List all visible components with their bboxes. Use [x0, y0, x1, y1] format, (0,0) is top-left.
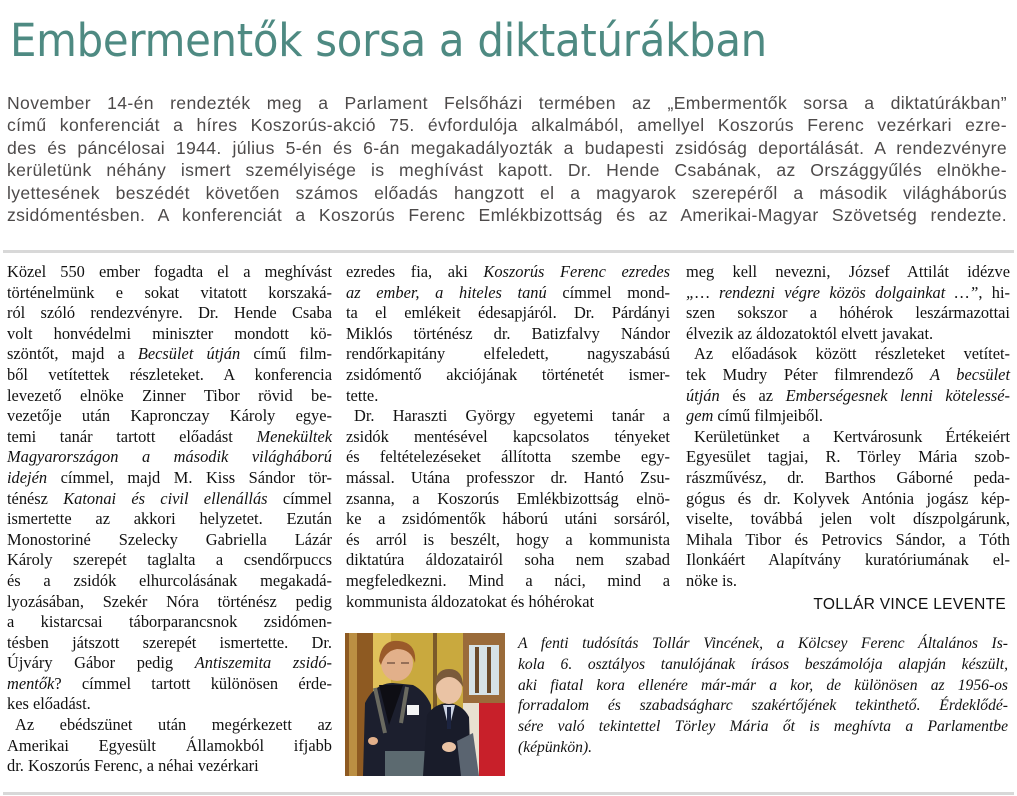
text-run: ? címmel tartott különösen érde-	[54, 673, 332, 693]
body-line	[7, 653, 332, 674]
italic-title-text: az ember, a hiteles tanú	[346, 282, 547, 302]
lead-line: November 14-én rendezték meg a Parlament Felsőházi termében az „Embermentők sorsa a diktatúrákban”	[7, 93, 1007, 113]
text-run: című filmjeiből.	[713, 406, 824, 426]
text-run: temi tanár tartott előadást	[7, 426, 257, 446]
lead-line: című konferenciát a híres Koszorús-akció 75. évfordulója alkalmából, amellyel Koszorús Ferenc vezérkari ezre-	[7, 115, 1007, 136]
text-run: címmel, majd M. Kiss Sándor tör-	[47, 467, 332, 487]
body-line: Közel 550 ember fogadta el a meghívást	[7, 262, 332, 281]
body-line: vezetője után Kapronczay Károly egye-	[7, 406, 332, 426]
caption-line: (képünkön).	[518, 738, 593, 756]
body-line: rendőrkapitány elfeledett, nagyszabású	[346, 344, 670, 364]
body-line: zsanna, a Koszorús Emlékbizottság elnö-	[346, 488, 670, 508]
body-line: Az előadások között részleteket vetítet-	[694, 344, 1010, 364]
italic-title-text: Koszorús Ferenc ezredes	[483, 262, 670, 281]
body-line: Monostoriné Szelecky Gabriella Lázár	[7, 529, 332, 549]
article-lead	[7, 92, 1007, 226]
italic-title-text: útján	[686, 385, 720, 405]
lead-line: lyettesének beszédét követően számos előadás hangzott el a magyarok szerepéről a második világháborús	[7, 182, 1007, 203]
text-run: Újváry Gábor pedig	[7, 653, 195, 673]
body-line	[686, 386, 1010, 407]
body-line: meg kell nevezni, József Attilát idézve	[686, 262, 1010, 281]
text-run: szöntőt, majd a	[7, 344, 138, 364]
body-column-2	[346, 262, 670, 612]
body-line	[7, 344, 332, 365]
body-line: nöke is.	[686, 570, 737, 590]
body-line: kes előadást.	[7, 694, 91, 714]
body-line: volt honvédelmi miniszter mondott kö-	[7, 323, 332, 343]
body-line: a kistarcsai táborparancsnok zsidómen-	[7, 612, 332, 632]
body-line: Kerületünket a Kertvárosunk Értékeiért	[694, 426, 1010, 446]
lead-line: des és páncélosai 1944. július 5-én és 6-án megakadályozták a budapesti zsidóság deportálását. A rendezvényre	[7, 137, 1007, 158]
body-line: gógus és dr. Kolyvek Antónia jogász kép-	[686, 488, 1010, 508]
body-line: ról szóló rendezvényre. Dr. Hende Csaba	[7, 303, 332, 323]
italic-title-text: „… rendezni végre közös dolgainkat …”	[686, 282, 979, 302]
caption-line: kola 6. osztályos tanulójának írásos beszámolója alapján készült,	[518, 655, 1008, 673]
italic-title-text: idején	[7, 467, 48, 487]
body-line	[7, 447, 332, 468]
body-line: és arról is beszélt, hogy a kommunista	[346, 529, 670, 549]
photo-image	[345, 633, 505, 776]
body-line: ta el emlékeit édesapjáról. Dr. Párdányi	[346, 303, 670, 323]
body-line: élvezik az áldozatoktól elvett javakat.	[686, 323, 934, 343]
body-line: levezető elnöke Zinner Tibor rövid be-	[7, 385, 332, 405]
author-byline: TOLLÁR VINCE LEVENTE	[813, 596, 1006, 613]
caption-line: sére való tekintettel Törley Mária őt is meghívta a Parlamentbe	[518, 718, 1008, 736]
body-line: rászművész, dr. Barthos Gáborné peda-	[686, 467, 1010, 487]
italic-title-text: Menekültek	[256, 426, 332, 446]
body-line: megfeledkezni. Mind a náci, mind a	[346, 570, 670, 590]
body-line: szen sokszor a hóhérok leszármazottai	[686, 303, 1010, 323]
body-line: tette.	[346, 385, 379, 405]
italic-title-text: gem	[686, 406, 714, 426]
body-line: Miklós történész dr. Batizfalvy Nándor	[346, 323, 670, 343]
lead-line: zsidómentésben. A konferenciát a Koszorús Ferenc Emlékbizottság és az Amerikai-Magyar Szövetség rendezte.	[7, 205, 1007, 226]
article-title: Embermentők sorsa a diktatúrákban	[10, 14, 767, 67]
body-line: és feltételezéseket állította szembe egy-	[346, 447, 670, 467]
body-line: ismertette az akkori helyzetet. Ezután	[7, 509, 332, 529]
body-line	[686, 406, 1010, 427]
italic-title-text: Emberségesnek lenni kötelessé-	[785, 385, 1010, 405]
photo-caption	[518, 634, 1008, 759]
body-line: tésben játszott szerepét ismertette. Dr.	[7, 632, 332, 652]
body-line: dr. Koszorús Ferenc, a néhai vezérkari	[7, 756, 259, 776]
italic-title-text: Magyarországon a második világháború	[7, 447, 332, 467]
body-line	[7, 427, 332, 448]
italic-title-text: A becsület	[929, 364, 1010, 384]
lead-line: kerületünk néhány ismert személyisége is meghívást kapott. Dr. Hende Csabának, az Országgyűlés elnökhe-	[7, 160, 1007, 181]
body-line: ke a zsidómentők háború utáni sorsáról,	[346, 509, 670, 529]
body-line	[7, 489, 332, 510]
body-line	[686, 283, 1010, 304]
divider-top	[3, 250, 1014, 253]
body-line: zsidók mentésével kapcsolatos tényeket	[346, 426, 670, 446]
body-line: mással. Utána professzor dr. Hantó Zsu-	[346, 467, 670, 487]
text-run: , hi-	[978, 282, 1011, 302]
body-line: Amerikai Egyesült Államokból ifjabb	[7, 735, 332, 755]
body-line: Az ebédszünet után megérkezett az	[15, 715, 332, 735]
body-line: Mihala Tibor és Petrovics Sándor, a Tóth	[686, 529, 1010, 549]
text-run: ténész	[7, 488, 64, 508]
body-line	[346, 262, 670, 283]
body-column-1	[7, 262, 332, 777]
caption-line: aki fiatal kora ellenére már-már a kor, de különösen az 1956-os	[518, 676, 1008, 694]
body-line: és a zsidók elhurcolásának megakadá-	[7, 570, 332, 590]
italic-title-text: Becsület útján	[137, 344, 241, 364]
body-line	[7, 468, 332, 489]
body-line: Egyesület tagjai, R. Törley Mária szob-	[686, 447, 1010, 467]
text-run: ezredes fia, aki	[346, 262, 484, 281]
body-line: zsidómentő akciójának történetét ismer-	[346, 364, 670, 384]
body-line: diktatúra áldozatairól soha nem szabad	[346, 550, 670, 570]
text-run: című film-	[240, 344, 332, 364]
body-line	[346, 283, 670, 304]
body-line	[686, 365, 1010, 386]
body-line: Dr. Haraszti György egyetemi tanár a	[354, 406, 670, 426]
italic-title-text: Antiszemita zsidó-	[194, 653, 332, 673]
body-line: ből vetítettek részleteket. A konferencia	[7, 364, 332, 384]
body-line: kommunista áldozatokat és hóhérokat	[346, 591, 595, 611]
text-run: és az	[719, 385, 786, 405]
body-line: Károly szerepét taglalta a csendőrpuccs	[7, 550, 332, 570]
photo-woman-and-boy-in-parliament	[345, 633, 505, 776]
body-line: Ilonkáért Alapítvány kuratóriumának el-	[686, 550, 1010, 570]
body-column-3	[686, 262, 1010, 592]
italic-title-text: Katonai és civil ellenállás	[63, 488, 268, 508]
text-run: címmel mond-	[546, 282, 670, 302]
body-line: viselte, továbbá jelen volt díszpolgárunk,	[686, 509, 1010, 529]
divider-bottom	[3, 792, 1014, 795]
caption-line: A fenti tudósítás Tollár Vincének, a Kölcsey Ferenc Általános Is-	[518, 635, 1008, 652]
body-line: lyozásában, Szekér Nóra történész pedig	[7, 591, 332, 611]
body-line: történelmünk e sokat vitatott korszaká-	[7, 282, 332, 302]
text-run: tek Mudry Péter filmrendező	[686, 364, 930, 384]
body-line	[7, 674, 332, 695]
text-run: címmel	[267, 488, 332, 508]
caption-line: forradalom és szabadságharc szakértőjének tekinthető. Érdeklődé-	[518, 697, 1008, 715]
italic-title-text: mentők	[7, 673, 55, 693]
